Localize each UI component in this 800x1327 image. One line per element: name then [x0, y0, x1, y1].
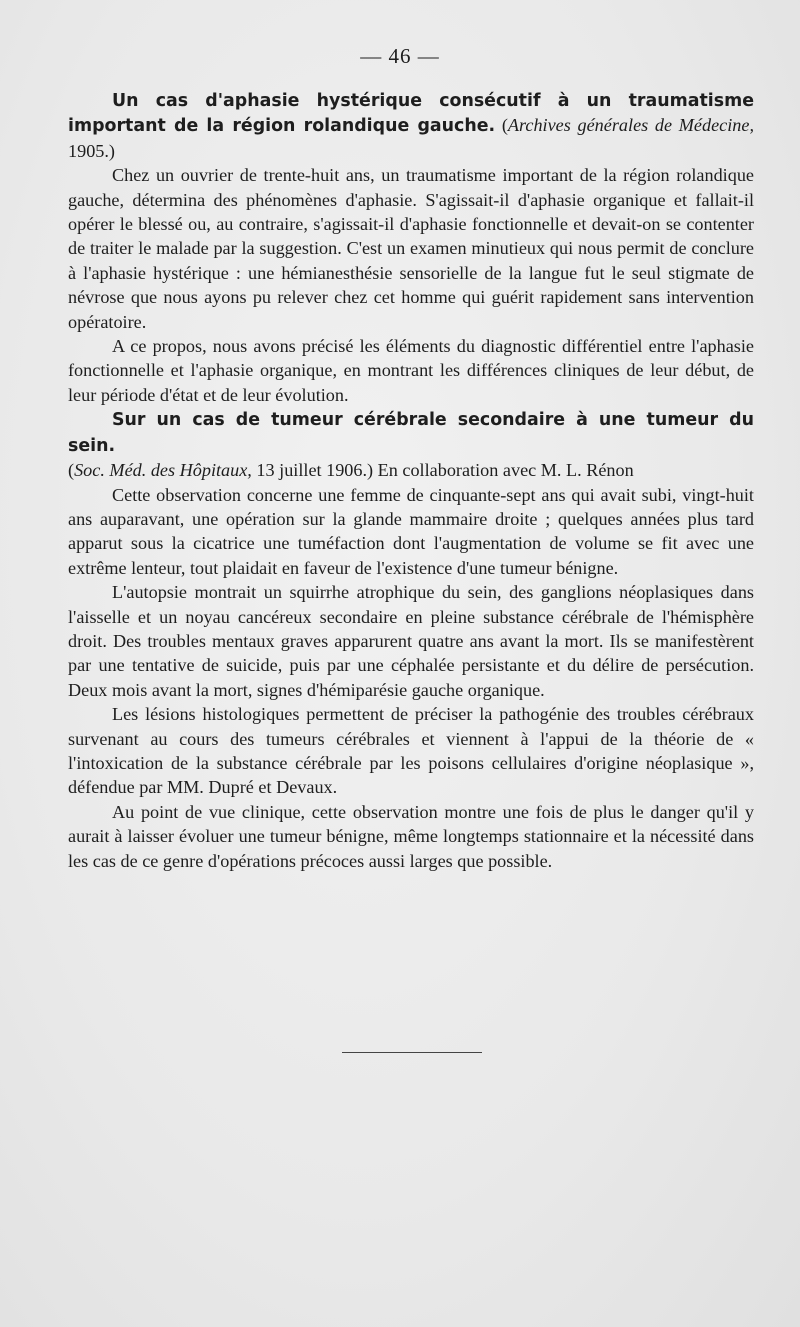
article-2-reference [68, 458, 754, 482]
article-2-paragraph-4: Au point de vue clinique, cette observation montre une fois de plus le danger qu'il y aurait à laisser évoluer une tumeur bénigne, même longtemps stationnaire et la nécessité dans les cas de ce genre d'opérations précoces aussi larges que possible. [68, 801, 754, 871]
page-number: — 46 — [360, 44, 440, 68]
article-2-paragraph-3: Les lésions histologiques permettent de préciser la pathogénie des troubles cérébraux survenant au cours des tumeurs cérébrales et viennent à l'appui de la théorie de « l'intoxication de la substance cérébrale par les poisons cellulaires d'origine néoplasique », défendue par MM. Dupré et Devaux. [68, 704, 754, 798]
article-1-heading [68, 88, 754, 163]
page-body [68, 88, 754, 873]
article-1-paragraph-1: Chez un ouvrier de trente-huit ans, un traumatisme important de la région rolandique gauche, détermina des phénomènes d'aphasie. S'agissait-il d'aphasie organique et fallait-il opérer le blessé ou, au contraire, s'agissait-il d'aphasie fonctionnelle et devait-on se contenter de traiter le malade par la suggestion. C'est un examen minutieux qui nous permit de conclure à l'aphasie hystérique : une hémianesthésie sensorielle de la langue fut le seul stigmate de névrose que nous ayons pu relever chez cet homme qui guérit rapidement sans intervention opératoire. [68, 165, 754, 332]
article-1-journal: Archives générales de Médecine, [507, 115, 754, 136]
article-1-ref-close: 1905.) [68, 140, 115, 161]
article-2-title-line [68, 407, 754, 458]
article-2-ref-close: 13 juillet 1906.) En collaboration avec M. L. Rénon [251, 460, 634, 481]
article-2-journal: Soc. Méd. des Hôpitaux, [74, 460, 252, 481]
article-1-ref-open: ( [495, 115, 508, 136]
article-2-title: Sur un cas de tumeur cérébrale secondaire à une tumeur du sein. [68, 410, 754, 456]
article-1-title: Un cas d'aphasie hystérique consécutif à un traumatisme important de la région rolandique gauche. [68, 91, 754, 137]
article-2-paragraph-2: L'autopsie montrait un squirrhe atrophique du sein, des ganglions néoplasiques dans l'aisselle et un noyau cancéreux secondaire en pleine substance cérébrale de l'hémisphère droit. Des troubles mentaux graves apparurent quatre ans avant la mort. Ils se manifestèrent par une tentative de suicide, puis par une céphalée persistante et du délire de persécution. Deux mois avant la mort, signes d'hémiparésie gauche organique. [68, 582, 754, 700]
article-1-paragraph-2: A ce propos, nous avons précisé les éléments du diagnostic différentiel entre l'aphasie fonctionnelle et l'aphasie organique, en montrant les différences cliniques de leur début, de leur période d'état et de leur évolution. [68, 336, 754, 405]
article-2-ref-open: ( [68, 460, 75, 481]
article-2-paragraph-1: Cette observation concerne une femme de cinquante-sept ans qui avait subi, vingt-huit ans auparavant, une opération sur la glande mammaire droite ; quelques années plus tard apparut sous la cicatrice une tuméfaction dont l'augmentation de volume se fit avec une extrême lenteur, tout plaidait en faveur de l'existence d'une tumeur bénigne. [68, 484, 754, 578]
end-divider [342, 1052, 482, 1053]
